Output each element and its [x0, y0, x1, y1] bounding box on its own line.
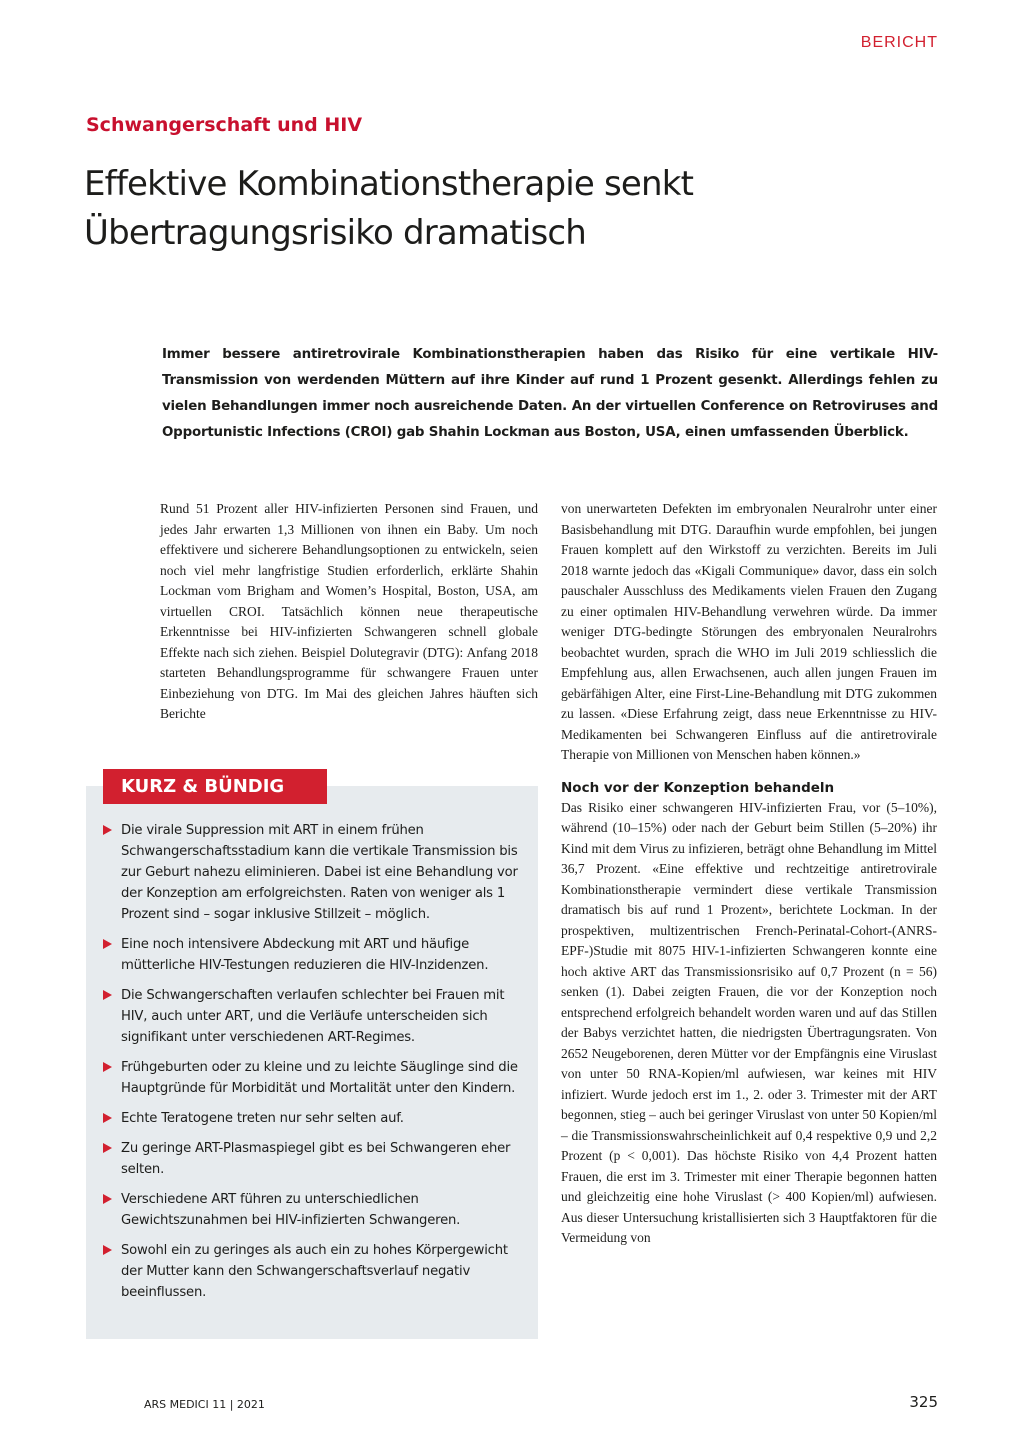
- section-subheading: Noch vor der Konzeption behandeln: [561, 779, 835, 796]
- article-lead: Immer bessere antiretrovirale Kombinationstherapien haben das Risiko für eine vertikale HIV-Transmission von werdenden Müttern auf ihre Kinder auf rund 1 Prozent gesenkt. Allerdings fehlen zu vielen Behandlungen immer noch ausreichende Daten. An der virtuellen Conference on Retroviruses and Opportunistic Infections (CROI) gab Shahin Lockman aus Boston, USA, einen umfassenden Überblick.: [162, 347, 938, 440]
- triangle-bullet-icon: [103, 990, 112, 1000]
- body-column-left: [160, 499, 538, 725]
- summary-item: [103, 820, 523, 925]
- triangle-bullet-icon: [103, 1245, 112, 1255]
- triangle-bullet-icon: [103, 1062, 112, 1072]
- triangle-bullet-icon: [103, 1143, 112, 1153]
- summary-item: [103, 1138, 523, 1180]
- triangle-bullet-icon: [103, 1194, 112, 1204]
- article-kicker: Schwangerschaft und HIV: [86, 114, 363, 136]
- summary-item: [103, 985, 523, 1048]
- summary-item: [103, 1189, 523, 1231]
- summary-item-text: Frühgeburten oder zu kleine und zu leichte Säuglinge sind die Hauptgründe für Morbidität und Mortalität unter den Kindern.: [121, 1060, 518, 1096]
- summary-item-text: Sowohl ein zu geringes als auch ein zu hohes Körpergewicht der Mutter kann den Schwangerschaftsverlauf negativ beeinflussen.: [121, 1243, 508, 1300]
- summary-item: [103, 1240, 523, 1303]
- summary-item: [103, 1057, 523, 1099]
- triangle-bullet-icon: [103, 939, 112, 949]
- page-number: 325: [909, 1393, 938, 1411]
- journal-footer: ARS MEDICI 11 | 2021: [144, 1398, 265, 1411]
- summary-item-text: Zu geringe ART-Plasmaspiegel gibt es bei Schwangeren eher selten.: [121, 1141, 511, 1177]
- summary-item-text: Eine noch intensivere Abdeckung mit ART und häufige mütterliche HIV-Testungen reduzieren die HIV-Inzidenzen.: [121, 937, 489, 973]
- summary-list: [103, 820, 523, 1312]
- triangle-bullet-icon: [103, 825, 112, 835]
- body-column-right: [561, 499, 937, 1249]
- summary-item-text: Verschiedene ART führen zu unterschiedlichen Gewichtszunahmen bei HIV-infizierten Schwangeren.: [121, 1192, 461, 1228]
- body-paragraph: Das Risiko einer schwangeren HIV-infizierten Frau, vor (5–10%), während (10–15%) oder nach der Geburt beim Stillen (5–20%) ihr Kind mit dem Virus zu infizieren, beträgt ohne Behandlung im Mittel 36,7 Prozent. «Eine effektive und rechtzeitige antiretrovirale Kombinationstherapie vermindert diese vertikale Transmission dramatisch bis auf rund 1 Prozent», berichtete Lockman. In der prospektiven, multizentrischen French-Perinatal-Cohort-(ANRS-EPF-)Studie mit 8075 HIV-1-infizierten Schwangeren konnte eine hoch aktive ART das Transmissionsrisiko auf 0,7 Prozent (n = 56) senken (1). Dabei zeigten Frauen, die vor der Konzeption noch entsprechend erfolgreich behandelt worden waren und auf das Stillen der Babys verzichtet hatten, die niedrigsten Übertragungsraten. Von 2652 Neugeborenen, deren Mütter vor der Empfängnis eine Viruslast von unter 50 RNA-Kopien/ml aufwiesen, war keines mit HIV infiziert. Wurde jedoch erst im 1., 2. oder 3. Trimester mit der ART begonnen, stieg – auch bei geringer Viruslast von unter 50 Kopien/ml – die Transmissionswahrscheinlichkeit auf 0,4 respektive 0,9 und 2,2 Prozent (p < 0,001). Das höchste Risiko von 4,4 Prozent hatten Frauen, die erst im 3. Trimester mit einer Therapie begonnen hatten und gleichzeitig eine hohe Viruslast (> 400 Kopien/ml) aufwiesen. Aus dieser Untersuchung kristallisierten sich 3 Hauptfaktoren für die Vermeidung von: [561, 799, 937, 1245]
- article-headline: [84, 160, 944, 258]
- summary-item: [103, 1108, 523, 1129]
- summary-item-text: Die virale Suppression mit ART in einem frühen Schwangerschaftsstadium kann die vertikale Transmission bis zur Geburt nahezu eliminieren. Dabei ist eine Behandlung vor der Konzeption am erfolgreichsten. Raten von weniger als 1 Prozent sind – sogar inklusive Stillzeit – möglich.: [121, 823, 518, 922]
- summary-box-title: KURZ & BÜNDIG: [103, 769, 327, 804]
- headline-line-2: Übertragungsrisiko dramatisch: [84, 213, 587, 253]
- triangle-bullet-icon: [103, 1113, 112, 1123]
- summary-item-text: Die Schwangerschaften verlaufen schlechter bei Frauen mit HIV, auch unter ART, und die Verläufe unterscheiden sich signifikant unter verschiedenen ART-Regimes.: [121, 988, 505, 1045]
- body-paragraph: Rund 51 Prozent aller HIV-infizierten Personen sind Frauen, und jedes Jahr erwarten 1,3 Millionen von ihnen ein Baby. Um noch effektivere und sicherere Behandlungsoptionen zu entwickeln, seien noch viel mehr langfristige Studien erforderlich, erklärte Shahin Lockman vom Brigham and Women’s Hospital, Boston, USA, am virtuellen CROI. Tatsächlich können neue therapeutische Erkenntnisse bei HIV-infizierten Schwangeren schnell globale Effekte nach sich ziehen. Beispiel Dolutegravir (DTG): Anfang 2018 starteten Behandlungsprogramme für schwangere Frauen unter Einbeziehung von DTG. Im Mai des gleichen Jahres häuften sich Berichte: [160, 501, 538, 721]
- summary-item-text: Echte Teratogene treten nur sehr selten auf.: [121, 1111, 404, 1126]
- body-paragraph: von unerwarteten Defekten im embryonalen Neuralrohr unter einer Basisbehandlung mit DTG. Daraufhin wurde empfohlen, bei jungen Frauen komplett auf den Wirkstoff zu verzichten. Bereits im Juli 2018 warnte jedoch das «Kigali Communique» davor, dass ein solch pauschaler Ausschluss des Medikaments vielen Frauen den Zugang zu einer optimalen HIV-Behandlung verwehren würde. Da immer weniger DTG-bedingte Störungen des embryonalen Neuralrohrs beobachtet wurden, sprach die WHO im Juli 2019 schliesslich die Empfehlung aus, allen Erwachsenen, auch allen jungen Frauen im gebärfähigen Alter, eine First-Line-Behandlung mit DTG zukommen zu lassen. «Diese Erfahrung zeigt, dass neue Erkenntnisse zu HIV-Medikamenten bei Schwangeren Einfluss auf die antiretrovirale Therapie von Millionen von Menschen haben können.»: [561, 501, 937, 762]
- summary-item: [103, 934, 523, 976]
- section-label: BERICHT: [860, 34, 938, 51]
- headline-line-1: Effektive Kombinationstherapie senkt: [84, 164, 694, 204]
